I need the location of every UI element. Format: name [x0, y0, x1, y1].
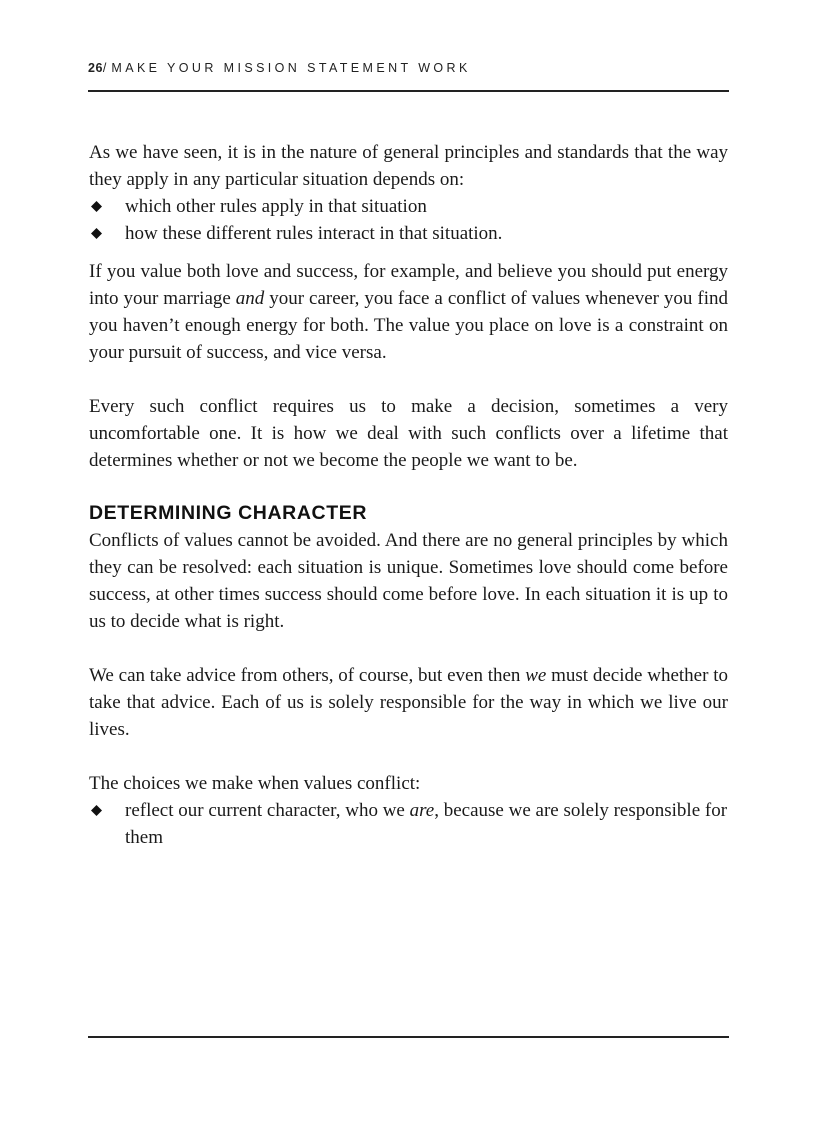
bullet-list-choices: [89, 797, 728, 851]
diamond-bullet-icon: [91, 805, 102, 816]
advice-text-end: must decide whether to take that advice. Each of us is solely responsible for the way in which we live our lives.: [89, 665, 728, 740]
header-rule: [88, 90, 729, 92]
bullet-list-rules: [89, 193, 728, 247]
conflict-emphasis: and: [235, 288, 265, 309]
running-title: MAKE YOUR MISSION STATEMENT WORK: [111, 61, 471, 75]
list-item-text: how these different rules interact in that situation.: [125, 223, 503, 244]
advice-paragraph: [89, 662, 728, 743]
diamond-bullet-icon: [91, 201, 102, 212]
page-body: [89, 139, 728, 851]
running-header: [88, 61, 728, 75]
list-item: [89, 797, 728, 851]
unavoidable-paragraph: Conflicts of values cannot be avoided. And there are no general principles by which they can be resolved: each situation is unique. Sometimes love should come before success, at other times success should come before love. In each situation it is up to us to decide what is right.: [89, 530, 728, 632]
conflict-text-start: If you value both love and success, for example, and believe you should put energy into your marriage: [89, 261, 728, 309]
decision-paragraph: Every such conflict requires us to make a decision, sometimes a very uncomfortable one. It is how we deal with such conflicts over a lifetime that determines whether or not we become the people we want to be.: [89, 396, 728, 471]
advice-text-start: We can take advice from others, of course, but even then: [89, 665, 526, 686]
list-item: [89, 193, 728, 220]
header-separator: /: [102, 61, 108, 75]
list-item: [89, 220, 728, 247]
choices-paragraph: The choices we make when values conflict:: [89, 773, 421, 794]
list-item-emphasis: are: [409, 800, 435, 821]
page-number: 26: [88, 61, 103, 75]
list-item-text-start: reflect our current character, who we: [125, 800, 410, 821]
advice-emphasis: we: [525, 665, 547, 686]
conflict-text-end: your career, you face a conflict of values whenever you find you haven’t enough energy for both. The value you place on love is a constraint on your pursuit of success, and vice versa.: [89, 288, 728, 363]
section-heading: DETERMINING CHARACTER: [89, 502, 368, 524]
diamond-bullet-icon: [91, 228, 102, 239]
intro-paragraph: As we have seen, it is in the nature of general principles and standards that the way they apply in any particular situation depends on:: [89, 142, 728, 190]
list-item-text: which other rules apply in that situation: [125, 196, 427, 217]
conflict-paragraph: [89, 258, 728, 366]
footer-rule: [88, 1036, 729, 1038]
list-item-text-end: , because we are solely responsible for them: [125, 800, 728, 848]
